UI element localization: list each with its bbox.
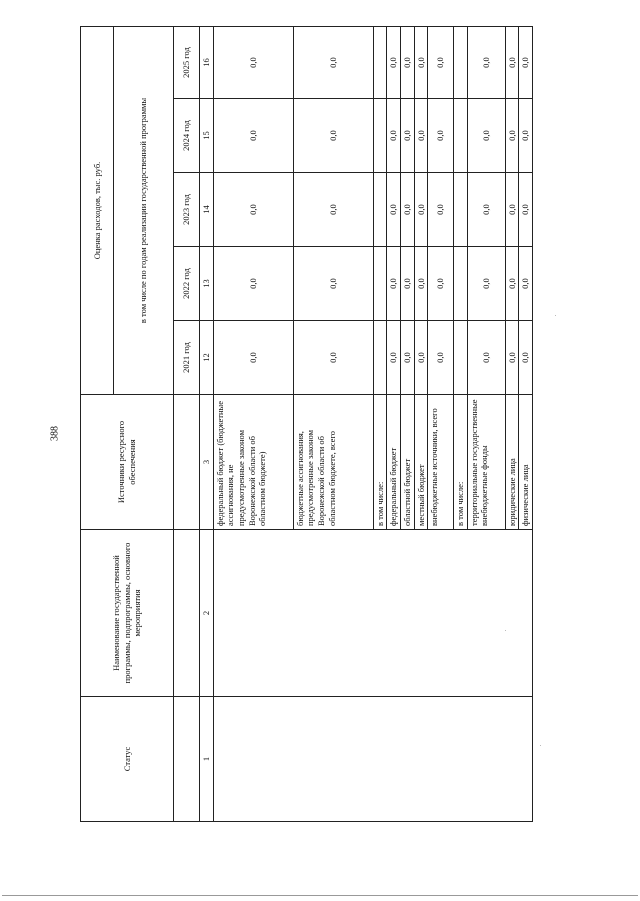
value-cell: 0,0 [428, 247, 454, 321]
header-row-years [174, 26, 200, 821]
value-cell: 0,0 [428, 173, 454, 247]
year-2023: 2023 год [174, 173, 200, 247]
scan-speck [555, 315, 556, 316]
value-cell: 0,0 [505, 26, 519, 98]
scan-speck [540, 745, 541, 746]
col-num: 2 [200, 530, 214, 697]
page-number: 388 [49, 426, 61, 441]
value-cell: 0,0 [293, 99, 373, 173]
year-2021: 2021 год [174, 321, 200, 395]
source-cell: местный бюджет [414, 395, 428, 530]
value-cell: 0,0 [387, 173, 401, 247]
source-cell: федеральный бюджет (бюджетные ассигнования, не предусмотренные законом Воронежской области об областном бюджете) [213, 395, 293, 530]
col-num: 12 [200, 321, 214, 395]
col-num: 13 [200, 247, 214, 321]
scan-speck [505, 630, 506, 631]
value-cell: 0,0 [519, 321, 533, 395]
value-cell: 0,0 [213, 247, 293, 321]
status-cell [213, 697, 532, 822]
value-cell: 0,0 [519, 26, 533, 98]
value-cell: 0,0 [400, 99, 414, 173]
value-cell: 0,0 [428, 26, 454, 98]
value-cell: 0,0 [400, 247, 414, 321]
header-blank [174, 530, 200, 697]
value-cell: 0,0 [505, 173, 519, 247]
value-cell [454, 247, 468, 321]
year-2022: 2022 год [174, 247, 200, 321]
source-cell: внебюджетные источники, всего [428, 395, 454, 530]
value-cell: 0,0 [519, 99, 533, 173]
value-cell: 0,0 [293, 26, 373, 98]
value-cell: 0,0 [467, 321, 505, 395]
scan-edge-line [2, 895, 638, 896]
value-cell: 0,0 [293, 321, 373, 395]
value-cell: 0,0 [387, 26, 401, 98]
value-cell: 0,0 [400, 321, 414, 395]
value-cell: 0,0 [387, 247, 401, 321]
value-cell: 0,0 [467, 247, 505, 321]
value-cell: 0,0 [505, 321, 519, 395]
value-cell: 0,0 [467, 99, 505, 173]
value-cell [454, 99, 468, 173]
value-cell [373, 173, 387, 247]
value-cell: 0,0 [293, 247, 373, 321]
value-cell: 0,0 [414, 99, 428, 173]
value-cell: 0,0 [387, 321, 401, 395]
value-cell: 0,0 [414, 26, 428, 98]
source-cell: в том числе: [454, 395, 468, 530]
header-blank [174, 697, 200, 822]
value-cell: 0,0 [213, 173, 293, 247]
value-cell: 0,0 [414, 173, 428, 247]
year-2025: 2025 год [174, 26, 200, 98]
header-name: Наименование государственной программы, подпрограммы, основного мероприятия [81, 530, 174, 697]
source-cell: физические лица [519, 395, 533, 530]
value-cell [373, 321, 387, 395]
source-cell: бюджетные ассигнования, предусмотренные законом Воронежской области об областном бюджете, всего [293, 395, 373, 530]
col-num: 15 [200, 99, 214, 173]
source-cell: областной бюджет [400, 395, 414, 530]
col-num: 16 [200, 26, 214, 98]
value-cell: 0,0 [428, 99, 454, 173]
table-sheet [80, 27, 531, 822]
value-cell: 0,0 [414, 247, 428, 321]
value-cell: 0,0 [505, 247, 519, 321]
value-cell: 0,0 [428, 321, 454, 395]
value-cell: 0,0 [213, 26, 293, 98]
source-cell: юридические лица [505, 395, 519, 530]
value-cell [454, 173, 468, 247]
header-by-years: в том числе по годам реализации государственной программы [114, 26, 174, 394]
value-cell: 0,0 [414, 321, 428, 395]
value-cell: 0,0 [467, 26, 505, 98]
header-estimate: Оценка расходов, тыс. руб. [81, 26, 114, 394]
header-blank [174, 395, 200, 530]
rotated-table-area [80, 27, 531, 822]
header-row-top [81, 26, 114, 821]
col-num: 1 [200, 697, 214, 822]
header-status: Статус [81, 697, 174, 822]
column-number-row [200, 26, 214, 821]
name-cell [213, 530, 532, 697]
value-cell [373, 26, 387, 98]
value-cell: 0,0 [400, 26, 414, 98]
value-cell: 0,0 [519, 247, 533, 321]
expenditure-table [80, 26, 533, 822]
value-cell [454, 321, 468, 395]
col-num: 3 [200, 395, 214, 530]
value-cell [373, 99, 387, 173]
value-cell: 0,0 [505, 99, 519, 173]
value-cell: 0,0 [213, 321, 293, 395]
header-sources: Источники ресурсного обеспечения [81, 395, 174, 530]
value-cell [454, 26, 468, 98]
value-cell: 0,0 [387, 99, 401, 173]
value-cell: 0,0 [400, 173, 414, 247]
value-cell: 0,0 [467, 173, 505, 247]
table-row [213, 26, 293, 821]
year-2024: 2024 год [174, 99, 200, 173]
value-cell: 0,0 [213, 99, 293, 173]
source-cell: федеральный бюджет [387, 395, 401, 530]
col-num: 14 [200, 173, 214, 247]
source-cell: в том числе: [373, 395, 387, 530]
value-cell [373, 247, 387, 321]
value-cell: 0,0 [293, 173, 373, 247]
source-cell: территориальные государственные внебюджетные фонды [467, 395, 505, 530]
value-cell: 0,0 [519, 173, 533, 247]
